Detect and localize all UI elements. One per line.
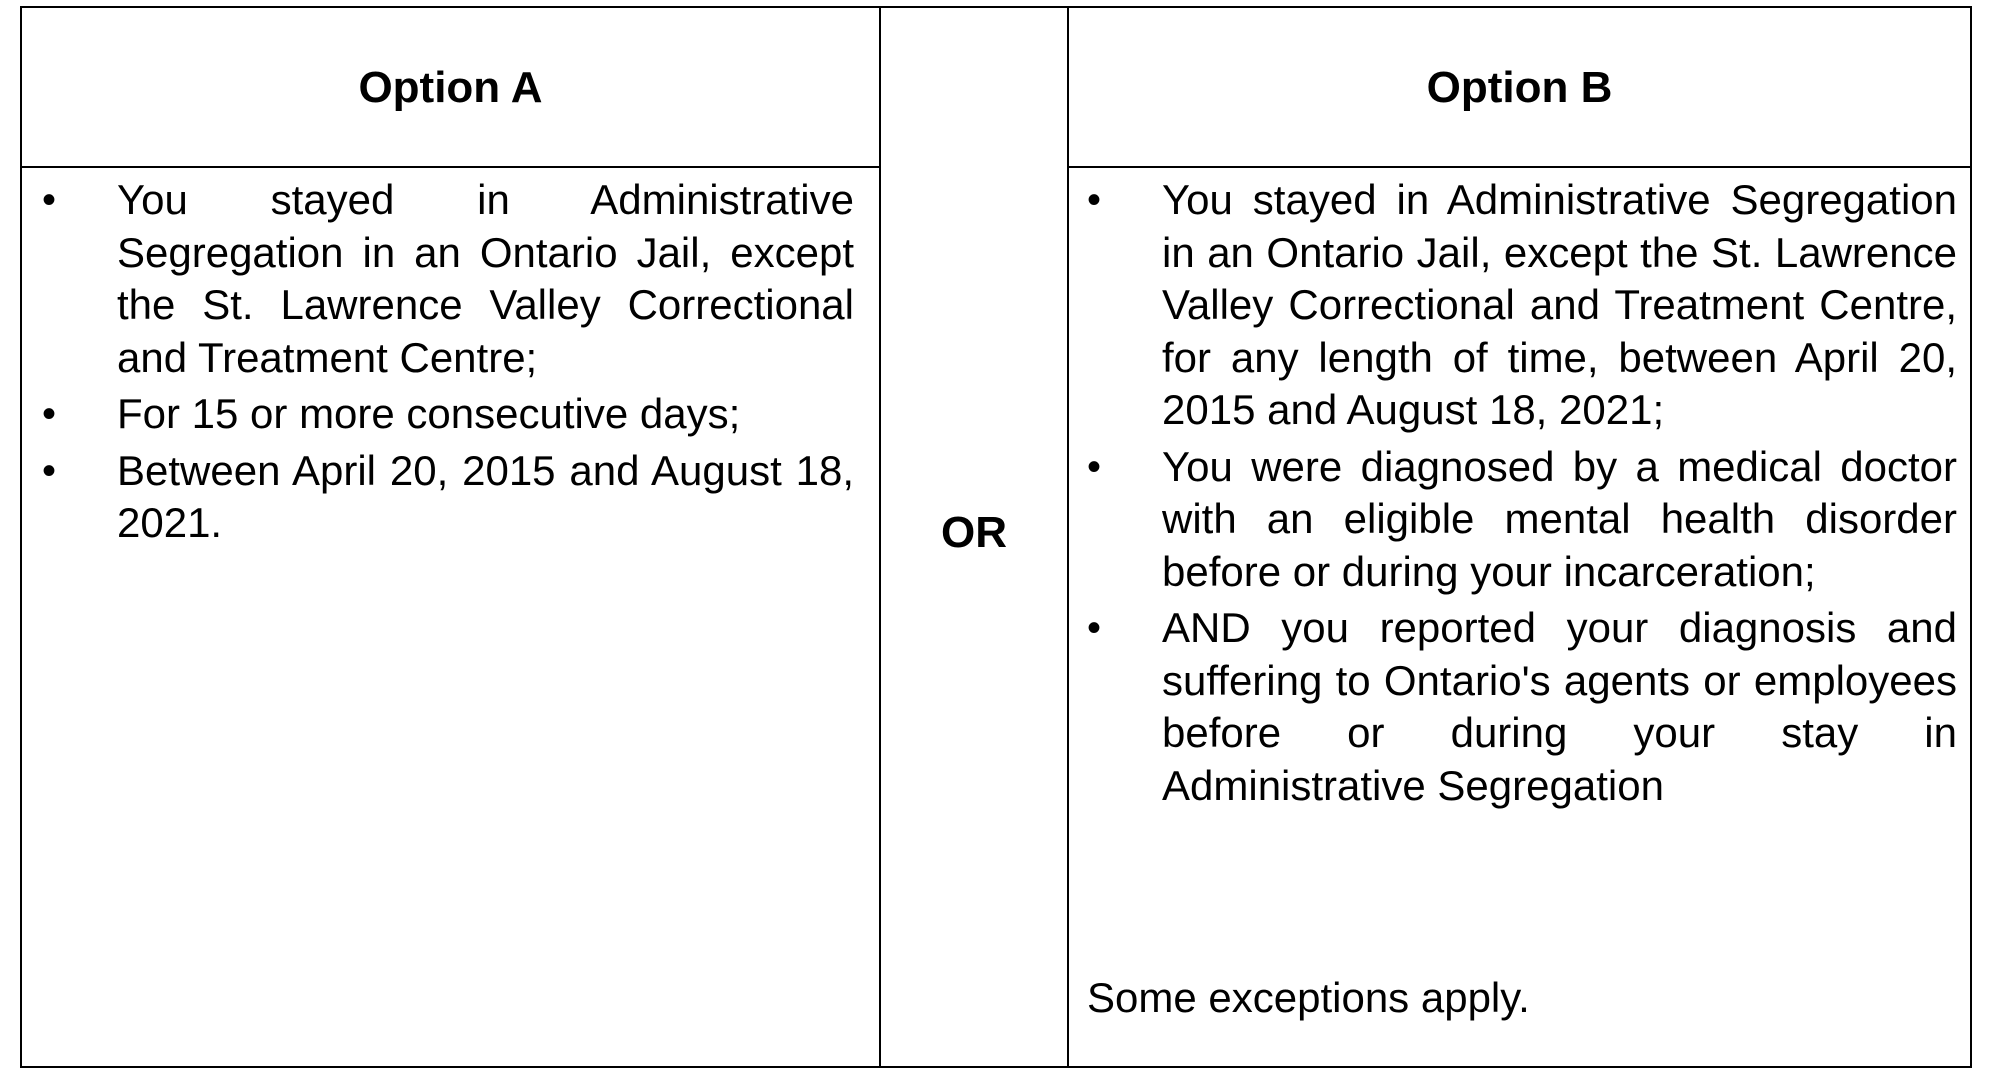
option-b-item-3: AND you reported your diagnosis and suffering to Ontario's agents or employees before or during your stay in Administrative Segregation [1162, 604, 1957, 809]
bullet-icon: • [42, 448, 57, 493]
option-b-list [1087, 174, 1957, 816]
option-b-item-2: You were diagnosed by a medical doctor with an eligible mental health disorder before or during your incarceration; [1162, 442, 1957, 595]
option-b-item-1: You stayed in Administrative Segregation in an Ontario Jail, except the St. Lawrence Valley Correctional and Treatment Centre, for any length of time, between April 20, 2015 and August 18, 2021; [1162, 176, 1957, 433]
option-a-item-1: You stayed in Administrative Segregation in an Ontario Jail, except the St. Lawrence Valley Correctional and Treatment Centre; [117, 176, 854, 381]
option-a-heading: Option A [358, 63, 543, 112]
option-a-list [42, 174, 854, 554]
option-a-item-3: Between April 20, 2015 and August 18, 2021. [117, 446, 854, 546]
bullet-icon: • [1087, 606, 1102, 650]
option-b-exceptions-note: Some exceptions apply. [1087, 974, 1530, 1021]
list-item [1087, 441, 1957, 599]
list-item [1087, 174, 1957, 437]
or-separator-label: OR [941, 508, 1007, 557]
option-a-item-2: For 15 or more consecutive days; [117, 390, 741, 437]
eligibility-options-table [20, 6, 1972, 1068]
bullet-icon: • [1087, 178, 1102, 222]
bullet-icon: • [42, 178, 57, 222]
list-item [42, 174, 854, 384]
list-item [42, 388, 854, 441]
bullet-icon: • [1087, 444, 1102, 489]
list-item [1087, 602, 1957, 812]
bullet-icon: • [42, 392, 57, 436]
option-b-heading: Option B [1426, 63, 1613, 112]
list-item [42, 445, 854, 550]
